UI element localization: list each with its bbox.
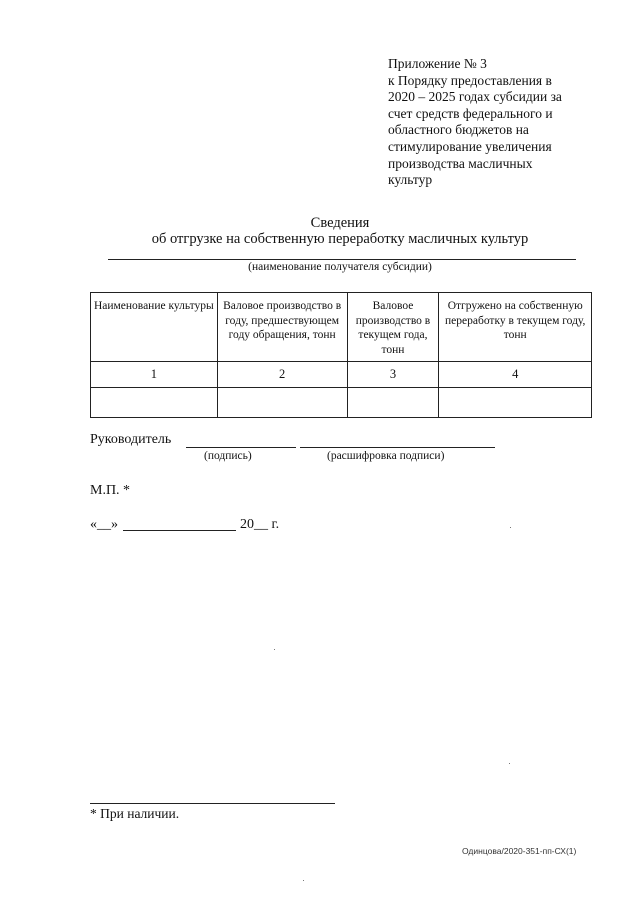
table-cell [91, 388, 218, 418]
date-year: 20__ г. [240, 517, 280, 532]
column-number: 4 [439, 362, 592, 388]
recipient-caption: (наименование получателя субсидии) [248, 261, 432, 273]
header-crop-name: Наименование культуры [91, 293, 218, 362]
document-subtitle: об отгрузке на собственную переработку масличных культур [151, 231, 529, 247]
signature-line [186, 447, 296, 448]
appendix-line: областного бюджетов на [388, 122, 529, 138]
document-id: Одинцова/2020-351-пп-СХ(1) [462, 846, 577, 856]
appendix-line: счет средств федерального и [388, 105, 553, 121]
table-number-row [91, 362, 592, 388]
scan-speck [509, 763, 510, 764]
table-cell [347, 388, 439, 418]
appendix-block [388, 56, 628, 189]
table-cell [217, 388, 347, 418]
appendix-line: к Порядку предоставления в [388, 72, 552, 88]
table-row [91, 388, 592, 418]
appendix-line: культур [388, 172, 433, 188]
signature-decode-caption: (расшифровка подписи) [327, 450, 445, 462]
date-month-line [123, 530, 236, 531]
footnote: * При наличии. [90, 806, 180, 821]
recipient-name-line [108, 259, 576, 260]
table-header-row [91, 293, 592, 362]
date-day: «__» [90, 517, 118, 532]
scan-speck [510, 527, 511, 528]
header-shipped-for-processing: Отгружено на собственную переработку в текущем году, тонн [439, 293, 592, 362]
appendix-line: стимулирование увеличения [388, 138, 552, 154]
appendix-line: производства масличных [388, 155, 533, 171]
signature-caption: (подпись) [204, 450, 252, 462]
scan-speck [274, 649, 275, 650]
header-current-year-production: Валовое производство в текущем года, тонн [347, 293, 439, 362]
column-number: 2 [217, 362, 347, 388]
document-title: Сведения [310, 215, 370, 231]
footnote-separator [90, 803, 335, 804]
appendix-line: Приложение № 3 [388, 56, 487, 71]
scan-speck [303, 880, 304, 881]
appendix-line: 2020 – 2025 годах субсидии за [388, 89, 562, 105]
signature-label: Руководитель [90, 432, 172, 447]
header-prev-year-production: Валовое производство в году, предшествующем году обращения, тонн [217, 293, 347, 362]
shipment-table [90, 292, 592, 418]
signature-decode-line [300, 447, 495, 448]
column-number: 3 [347, 362, 439, 388]
stamp-place: М.П. * [90, 483, 131, 498]
column-number: 1 [91, 362, 218, 388]
table-cell [439, 388, 592, 418]
